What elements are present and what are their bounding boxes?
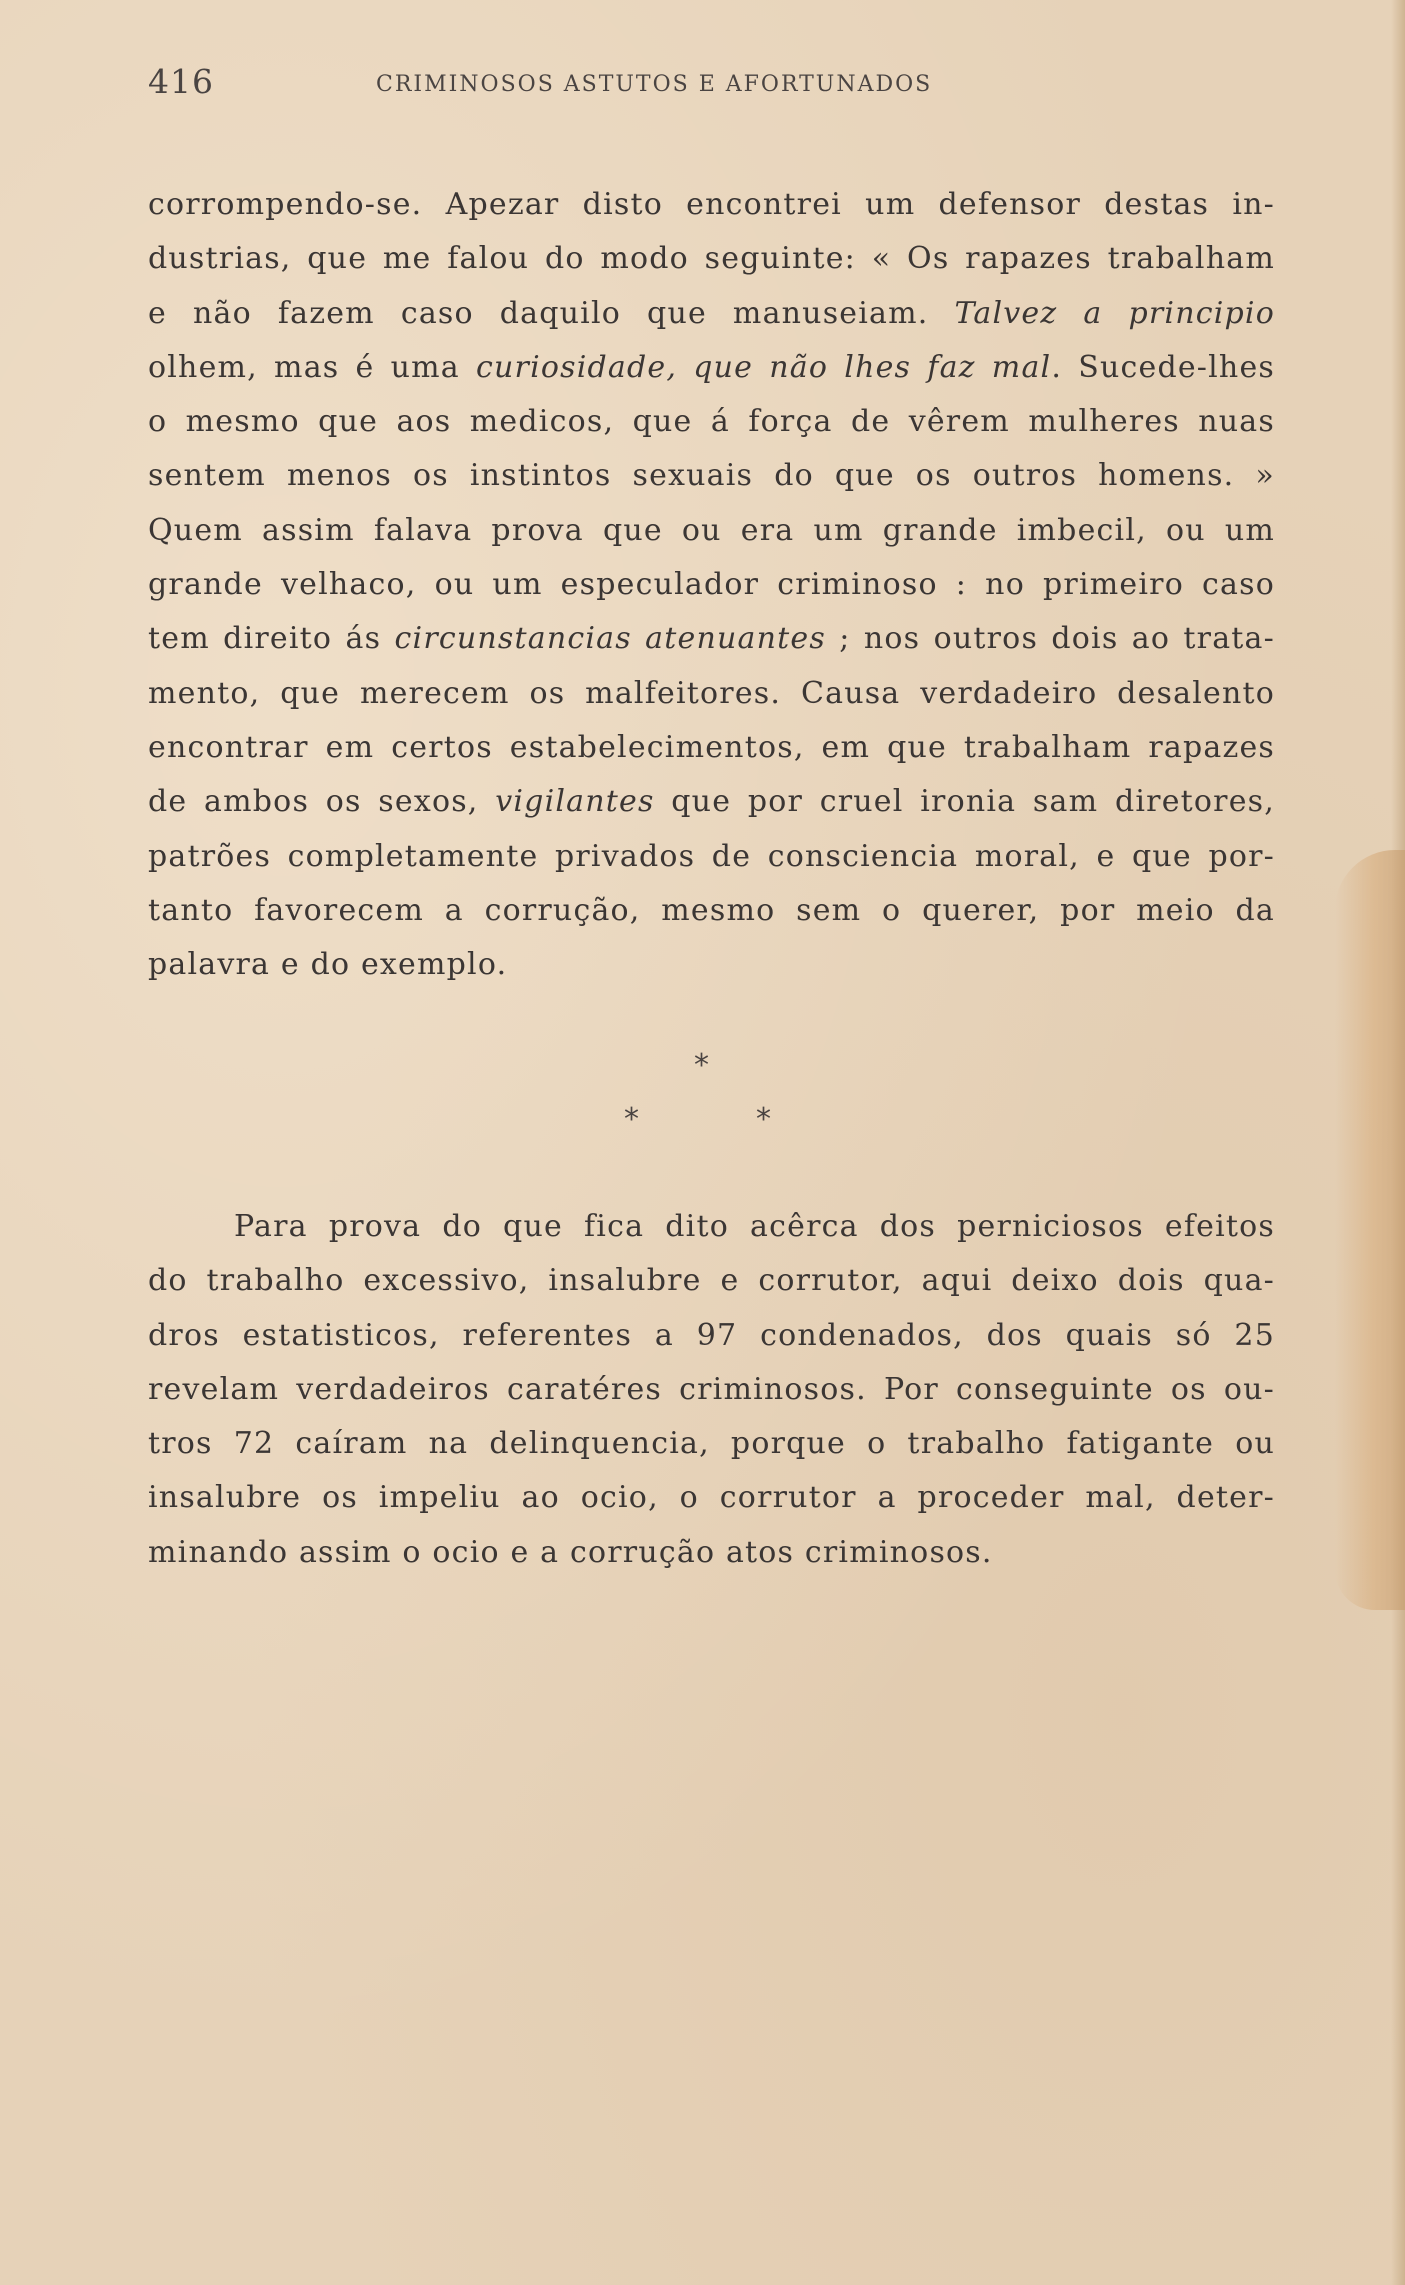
text-line — [148, 612, 1275, 666]
text-run: dustrias, que me falou do modo seguinte: « Os rapazes trabalham — [148, 241, 1275, 277]
text-run: que por cruel ironia sam diretores, — [654, 784, 1275, 820]
text-line — [148, 667, 1275, 721]
italic-text: curiosidade, que não lhes faz mal — [476, 349, 1052, 385]
text-run: palavra e do exemplo. — [148, 947, 508, 983]
text-line — [148, 232, 1275, 286]
running-title: CRIMINOSOS ASTUTOS E AFORTUNADOS — [376, 72, 933, 97]
text-line — [148, 1526, 1275, 1580]
page-number: 416 — [148, 62, 214, 101]
text-run: o mesmo que aos medicos, que á força de vêrem mulheres nuas — [148, 404, 1275, 440]
text-line — [148, 395, 1275, 449]
text-line — [148, 884, 1275, 938]
asterism-star: * — [756, 1102, 771, 1137]
text-line — [148, 721, 1275, 775]
italic-text: circunstancias atenuantes — [394, 621, 826, 657]
text-line — [148, 449, 1275, 503]
page-header — [148, 62, 1048, 112]
text-line — [148, 558, 1275, 612]
text-run: ; nos outros dois ao trata- — [825, 621, 1275, 657]
text-run: do trabalho excessivo, insalubre e corrutor, aqui deixo dois qua- — [148, 1263, 1275, 1299]
asterism-star: * — [694, 1048, 709, 1083]
text-run: tanto favorecem a corrução, mesmo sem o querer, por meio da — [148, 892, 1275, 928]
text-line — [148, 1471, 1275, 1525]
text-run: Quem assim falava prova que ou era um grande imbecil, ou um — [148, 512, 1275, 548]
text-run: tros 72 caíram na delinquencia, porque o trabalho fatigante ou — [148, 1426, 1275, 1462]
paper-stain — [1335, 850, 1405, 1610]
text-line — [148, 1309, 1275, 1363]
text-run: Para prova do que fica dito acêrca dos perniciosos efeitos — [234, 1209, 1275, 1244]
paragraph-2 — [148, 1200, 1275, 1580]
text-run: sentem menos os instintos sexuais do que os outros homens. » — [148, 458, 1275, 494]
text-line — [148, 775, 1275, 829]
text-run: tem direito ás — [148, 621, 395, 657]
text-run: de ambos os sexos, — [148, 784, 496, 820]
text-run: encontrar em certos estabelecimentos, em que trabalham rapazes — [148, 729, 1275, 765]
text-line — [148, 341, 1275, 395]
text-run: mento, que merecem os malfeitores. Causa verdadeiro desalento — [148, 675, 1275, 711]
text-run: grande velhaco, ou um especulador criminoso : no primeiro caso — [148, 567, 1275, 603]
text-run: minando assim o ocio e a corrução atos criminosos. — [148, 1534, 993, 1570]
text-line — [148, 287, 1275, 341]
text-run: insalubre os impeliu ao ocio, o corrutor a proceder mal, deter- — [148, 1480, 1275, 1516]
text-run: corrompendo-se. Apezar disto encontrei um defensor destas in- — [148, 187, 1275, 222]
text-run: olhem, mas é uma — [148, 349, 477, 385]
text-line — [148, 1363, 1275, 1417]
text-line — [148, 1254, 1275, 1308]
text-line — [148, 938, 1275, 992]
text-run: patrões completamente privados de consciencia moral, e que por- — [148, 838, 1275, 874]
text-line — [148, 504, 1275, 558]
italic-text: vigilantes — [495, 784, 655, 820]
text-run: revelam verdadeiros caratéres criminosos. Por conseguinte os ou- — [148, 1371, 1275, 1407]
text-line — [148, 1417, 1275, 1471]
text-line — [148, 1200, 1275, 1254]
text-run: dros estatisticos, referentes a 97 condenados, dos quais só 25 — [148, 1317, 1275, 1353]
asterism-star: * — [624, 1102, 639, 1137]
text-line — [148, 830, 1275, 884]
paragraph-1 — [148, 178, 1275, 992]
text-line — [148, 178, 1275, 232]
italic-text: Talvez a principio — [954, 295, 1275, 331]
text-run: . Sucede-lhes — [1051, 349, 1275, 385]
text-run: e não fazem caso daquilo que manuseiam. — [148, 295, 955, 331]
